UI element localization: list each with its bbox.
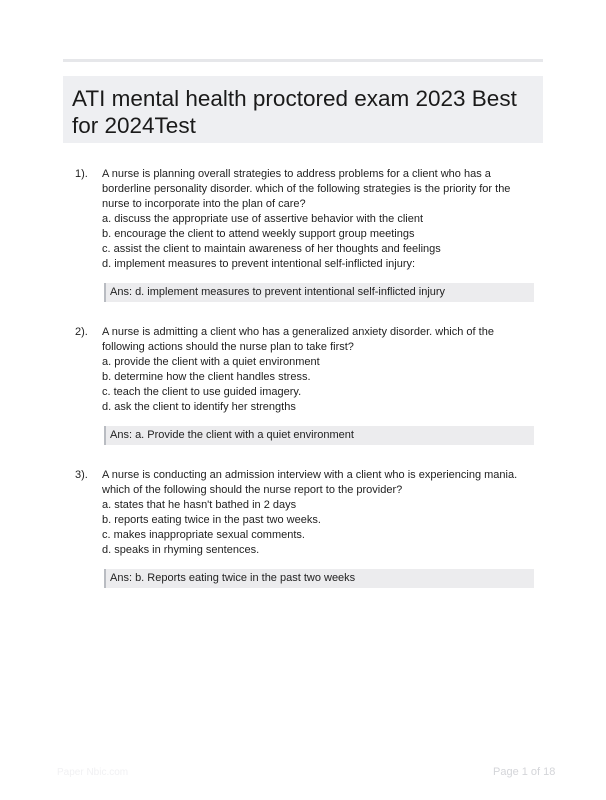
question-stem: A nurse is conducting an admission interview with a client who is experiencing mania. which of the following should the nurse report to the provider? xyxy=(102,469,518,496)
answer-option: c. teach the client to use guided imagery. xyxy=(102,386,302,398)
answer-option: d. implement measures to prevent intentional self-inflicted injury: xyxy=(102,258,416,270)
question-number: 1). xyxy=(75,168,88,180)
answer-option: b. encourage the client to attend weekly support group meetings xyxy=(102,228,415,240)
top-divider xyxy=(63,59,543,62)
document-title: ATI mental health proctored exam 2023 Best for 2024Test xyxy=(72,86,517,138)
answer-option: c. makes inappropriate sexual comments. xyxy=(102,529,305,541)
answer-box: Ans: b. Reports eating twice in the past two weeks xyxy=(104,569,534,588)
question-body xyxy=(102,468,535,558)
title-banner xyxy=(63,76,543,143)
answer-option: a. provide the client with a quiet environment xyxy=(102,356,320,368)
answer-option: a. discuss the appropriate use of assertive behavior with the client xyxy=(102,213,424,225)
answer-option: d. speaks in rhyming sentences. xyxy=(102,544,260,556)
answer-option: a. states that he hasn't bathed in 2 days xyxy=(102,499,297,511)
question-number: 2). xyxy=(75,326,88,338)
question-body xyxy=(102,325,535,415)
answer-option: d. ask the client to identify her strengths xyxy=(102,401,296,413)
footer-watermark: Paper Nbic.com xyxy=(57,767,129,778)
question-number: 3). xyxy=(75,469,88,481)
question-stem: A nurse is planning overall strategies to address problems for a client who has a borderline personality disorder. which of the following strategies is the priority for the nurse to incorporate into the plan of care? xyxy=(102,168,511,210)
page-indicator: Page 1 of 18 xyxy=(493,766,556,778)
answer-box: Ans: a. Provide the client with a quiet environment xyxy=(104,426,534,445)
question-body xyxy=(102,167,535,272)
question-stem: A nurse is admitting a client who has a generalized anxiety disorder. which of the following actions should the nurse plan to take first? xyxy=(102,326,494,353)
answer-option: b. determine how the client handles stress. xyxy=(102,371,311,383)
answer-box: Ans: d. implement measures to prevent intentional self-inflicted injury xyxy=(104,283,534,302)
answer-option: b. reports eating twice in the past two weeks. xyxy=(102,514,321,526)
answer-option: c. assist the client to maintain awareness of her thoughts and feelings xyxy=(102,243,441,255)
